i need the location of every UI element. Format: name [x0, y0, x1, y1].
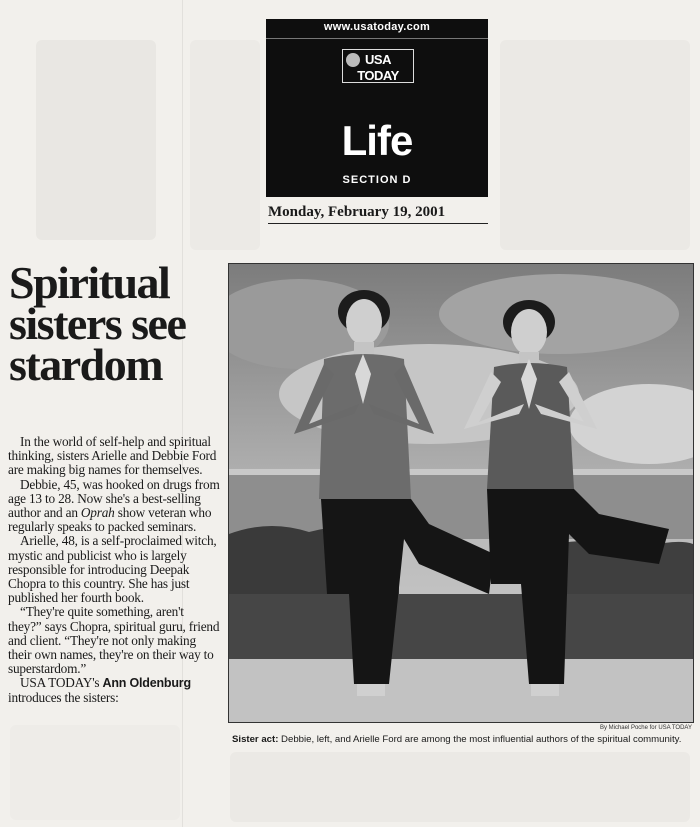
byline-name: Ann Oldenburg — [102, 676, 191, 691]
paragraph-3: Arielle, 48, is a self-proclaimed witch, mystic and publicist who is largely responsible for introducing Deepak Chopra to this country. She has just published her fourth book. — [8, 533, 217, 606]
byline-suffix: introduces the sisters: — [8, 689, 119, 705]
reverse-bleed-column — [500, 40, 690, 250]
reverse-bleed-image — [36, 40, 156, 240]
caption-text: Debbie, left, and Arielle Ford are among the most influential authors of the spiritual community. — [278, 734, 682, 745]
section-masthead — [266, 19, 488, 197]
logo-globe-icon — [346, 53, 360, 67]
section-name: Life — [341, 117, 413, 164]
paragraph-4: “They're quite something, aren't they?” says Chopra, spiritual guru, friend and client. “They're not only making their own names, they're on their way to superstardom.” — [8, 604, 220, 677]
reverse-bleed-footer — [230, 752, 690, 822]
ground — [229, 659, 693, 722]
logo-line-2: TODAY — [357, 68, 399, 83]
reverse-bleed-column — [10, 725, 180, 820]
byline-paragraph — [8, 676, 220, 704]
paragraph-2-lead: Debbie, 45, was hooked on drugs from age 13 to 28. Now she's a best-selling author and an — [8, 476, 220, 521]
article-photo — [228, 263, 694, 723]
hedge — [229, 594, 693, 664]
section-letter: SECTION D — [342, 174, 412, 186]
caption-label: Sister act: — [232, 734, 279, 745]
photo-caption — [232, 734, 692, 746]
byline-prefix: USA TODAY's — [20, 675, 103, 691]
reverse-bleed-column — [190, 40, 260, 250]
cloud — [439, 274, 679, 354]
logo-line-1: USA — [365, 52, 391, 67]
horizon — [229, 469, 693, 475]
paragraph-2-tail: show veteran who regularly speaks to packed seminars. — [8, 505, 212, 535]
dateline: Monday, February 19, 2001 — [268, 204, 488, 224]
article-headline: Spiritual sisters see stardom — [9, 257, 186, 390]
paragraph-1: In the world of self-help and spiritual thinking, sisters Arielle and Debbie Ford are making big names for themselves. — [8, 434, 217, 478]
photo-credit: By Michael Poche for USA TODAY — [599, 725, 692, 731]
oprah-italic: Oprah — [80, 505, 115, 521]
photo-illustration — [229, 264, 693, 722]
usa-today-logo — [342, 49, 414, 83]
paragraph-2 — [8, 478, 220, 535]
website-url: www.usatoday.com — [266, 21, 488, 39]
article-body — [8, 435, 220, 705]
